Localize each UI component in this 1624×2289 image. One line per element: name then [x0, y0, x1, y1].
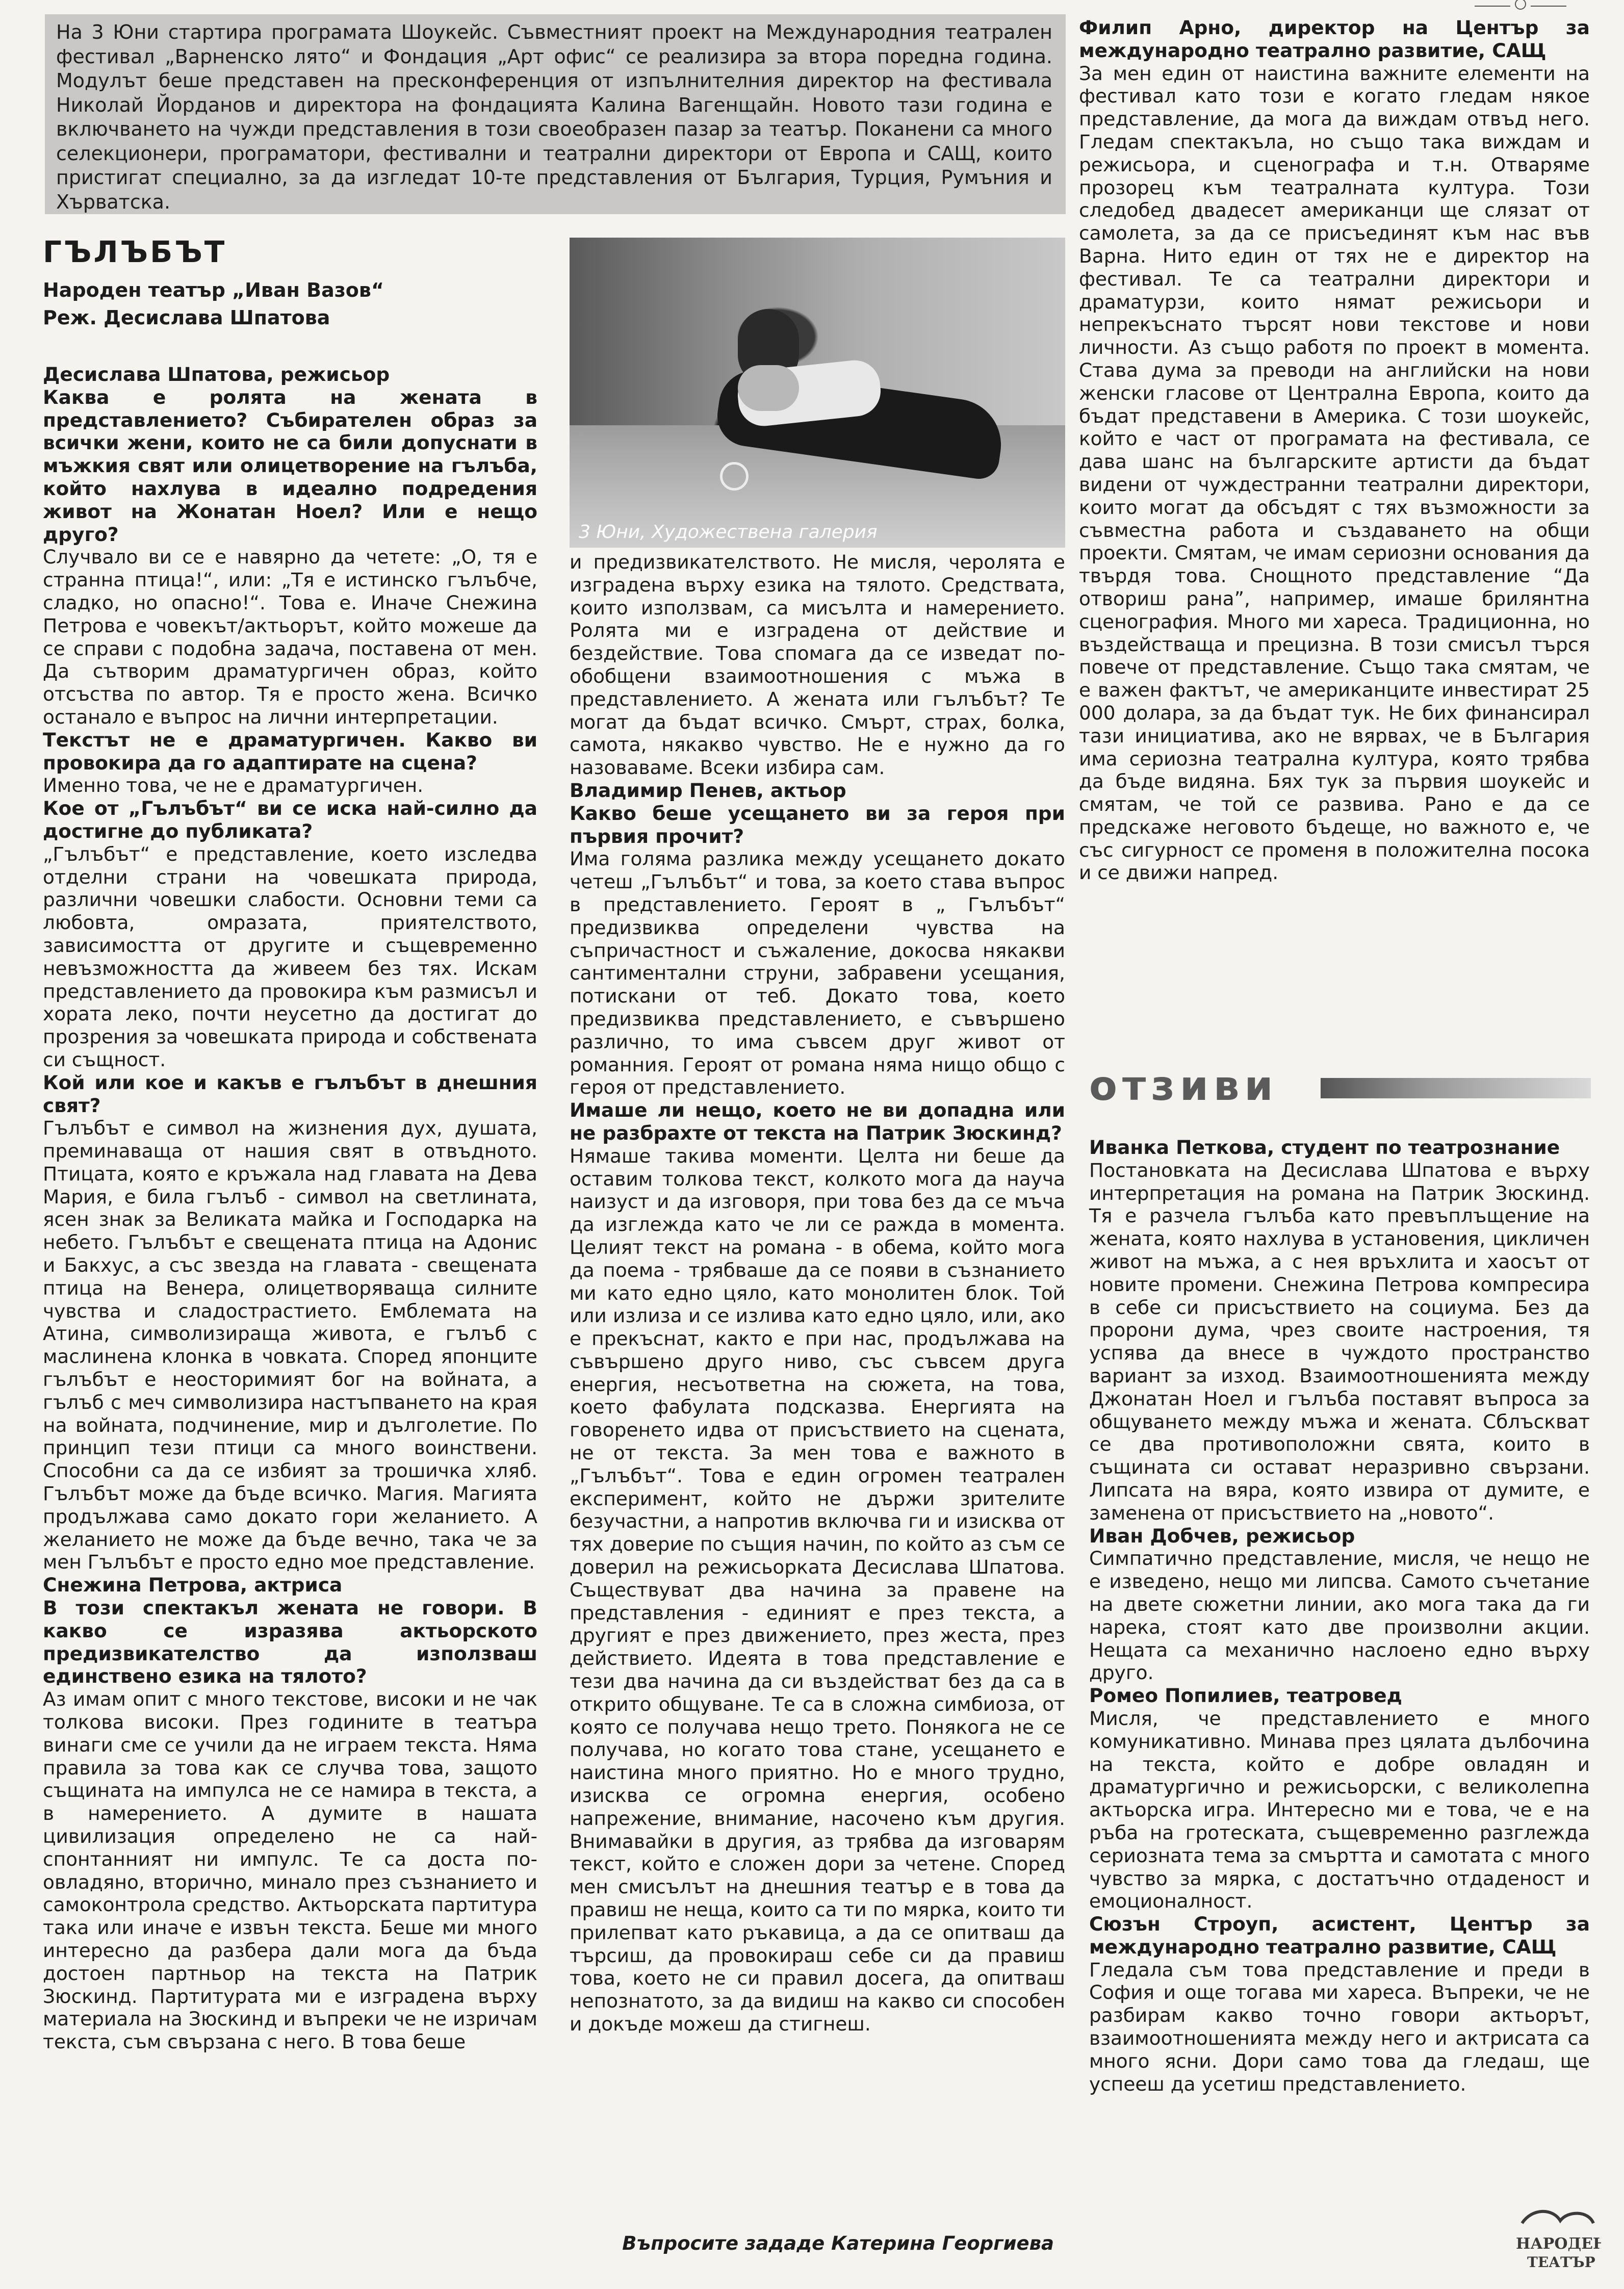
answer-paragraph: Случвало ви се е навярно да четете: „О, тя е странна птица!“, или: „Тя е истинско гълъбче, сладко, но опасно!“. Това е. Иначе Снежина Петрова е човекът/актьорът, който можеше да се справи с подобна задача, поставена от мен. Да сътворим драматургичен образ, който отсъства по автор. Тя е просто жена. Всичко останало е въпрос на лични интерпретации. — [43, 546, 537, 728]
answer-paragraph: Нямаше такива моменти. Целта ни беше да оставим толкова текст, колкото мога да науча наизуст и да изговоря, при това без да се мъча да изглежда като че ли се ражда в момента. Целият текст на романа - в обема, който мога да поема - трябваше да се появи в съзнанието ми като едно цяло, като монолитен блок. Той или излиза и се излива като едно цяло, или, ако е прекъснат, както е при нас, продължава на съвършено друго ниво, със съвсем друга енергия, несъответна на сюжета, на това, което фабулата подсказва. Енергията на говоренето идва от присъствието на сцената, не от текста. За мен това е важното в „Гълъбът“. Това е един огромен театрален експеримент, който не държи зрителите безучастни, а напротив включва ги и изисква от тях доверие по същия начин, по който аз съм се доверил на режисьорката Десислава Шпатова. Съществуват два начина за правене на представления - единият е през текста, а другият е през движението, през жеста, през действието. Идеята в това представление е тези два начина да си въздействат без да са в открито общуване. Те са в сложна симбиоза, от която се получава нещо трето. Понякога не се получава, но когато това стане, усещането е наистина много приятно. Но е много трудно, изисква се огромна енергия, особено напрежение, внимание, насочено към другия. Внимавайки в другия, аз трябва да изговарям текст, който е сложен дори за четене. Според мен смисълът на днешния театър е в това да правиш не неща, които са ти по мярка, които ти прилепват като ръкавица, а да се опитваш да търсиш, да провокираш себе си да правиш това, което не си правил досега, да опитваш непознатото, за да видиш на какво си способен и докъде можеш да стигнеш. — [570, 1144, 1065, 2035]
column-1 — [43, 363, 537, 2053]
speaker-name: Снежина Петрова, актриса — [43, 1574, 343, 1597]
interviewer-credit: Въпросите зададе Катерина Георгиева — [622, 2232, 1054, 2254]
page-corner-mark — [1475, 0, 1566, 11]
national-theatre-logo — [1512, 2203, 1601, 2274]
speaker-name: Ромео Попилиев, театровед — [1089, 1684, 1402, 1707]
article-title: ГЪЛЪБЪТ — [43, 235, 227, 269]
answer-paragraph: За мен един от наистина важните елементи на фестивал като този е когато гледам някое представление, да мога да виждам отвъд него. Гледам спектакъла, но също така виждам и режисьора, и сценографа и т.н. Отваряме прозорец към театралната култура. Този следобед двадесет американци ще слязат от самолета, за да се присъединят към нас във Варна. Нито един от тях не е директор на фестивал. Те са театрални директори и драматурзи, които нямат режисьори и непрекъснато търсят нови текстове и нови личности. Аз също работя по проект в момента. Става дума за преводи на английски на нови женски гласове от Централна Европа, които да бъдат представени в Америка. С този шоукейс, който е част от програмата на фестивала, се дава шанс на българските артисти да бъдат видени от чуждестранни театрални директори, които могат да обсъдят с тях възможности за съвместна работа и създаването на общи проекти. Смятам, че имам сериозни основания да твърдя това. Снощното представление “Да отвориш рана”, например, имаше брилянтна сценография. Много ми хареса. Традиционна, но въздействаща и прецизна. В този смисъл търся повече от представление. Също така смятам, че е важен фактът, че американците инвестират 25 000 долара, за да бъдат тук. Не бих финансирал тази инициатива, ако не вярвах, че в България има сериозна театрална култура, която трябва да бъде видяна. Бях тук за първия шоукейс и смятам, че той се развива. Рано е да се предскаже неговото бъдеще, но важното е, че със сигурност се променя в положителна посока и се движи напред. — [1079, 62, 1590, 884]
director-line: Реж. Десислава Шпатова — [43, 306, 330, 329]
logo-line-1: НАРОДЕН — [1516, 2235, 1601, 2253]
answer-paragraph: „Гълъбът“ е представление, което изследва отделни страни на човешката природа, различни човешки слабости. Основни теми са любовта, омразата, приятелството, зависимостта от другите и същевременно невъзможността да живеем без тях. Искам представлението да провокира към размисъл и хората леко, почти неусетно да достигат до прозрения за човешката природа и собствената си същност. — [43, 842, 537, 1071]
question: Имаше ли нещо, което не ви допадна или не разбрахте от текста на Патрик Зюскинд? — [570, 1099, 1065, 1144]
intro-text: На 3 Юни стартира програмата Шоукейс. Съвместният проект на Международния театрален фестивал „Варненско лято“ и Фондация „Арт офис“ се реализира за втора поредна година. Модулът беше представен на пресконференция от изпълнителния директор на фестивала Николай Йорданов и директора на фондацията Калина Вагенщайн. Новото тази година е включването на чужди представления в този своеобразен пазар за театър. Поканени са много селекционери, програматори, фестивални и театрални директори от Европа и САЩ, които пристигат специално, за да изгледат 10-те представления от България, Турция, Румъния и Хърватска. — [56, 21, 1052, 213]
answer-paragraph: Постановката на Десислава Шпатова е върху интерпретация на романа на Патрик Зюскинд. Тя е разчела гълъба като превъплъщение на жената, която нахлува в установения, цикличен живот на мъжа, а с нея връхлита и хаосът от новите промени. Снежина Петрова компресира в себе си присъствието на социума. Без да пророни дума, чрез своите настроения, тя успява да внесе в чуждото пространство вариант за изход. Взаимоотношенията между Джонатан Ноел и гълъба поставят въпроса за общуването между мъжа и жената. Сблъскват се два противоположни свята, които в същината си остават неразривно свързани. Липсата на вяра, която извира от думите, е заменена от присъствието на „новото“. — [1089, 1159, 1590, 1524]
speaker-name: Иванка Петкова, студент по театрознание — [1089, 1136, 1560, 1159]
answer-paragraph: Мисля, че представлението е много комуникативно. Минава през цялата дълбочина на текста, който е добре овладян и драматургично и режисьорски, с великолепна актьорска игра. Интересно ми е това, че е на ръба на гротеската, същевременно разглежда сериозната тема за смъртта и самотата с много чувство за мярка, с достатъчно отдаденост и емоционалност. — [1089, 1707, 1590, 1913]
logo-line-2: ТЕАТЪР — [1527, 2254, 1595, 2271]
answer-paragraph: Именно това, че не е драматургичен. — [43, 774, 424, 797]
speaker-name: Сюзън Строуп, асистент, Център за международно театрално развитие, САЩ — [1089, 1913, 1590, 1958]
column-3 — [1079, 16, 1590, 884]
question: Кой или кое и какъв е гълъбът в днешния свят? — [43, 1071, 537, 1117]
question: Какво беше усещането ви за героя при първия прочит? — [570, 802, 1065, 847]
question: В този спектакъл жената не говори. В какво се изразява актьорското предизвикателство да използваш единствено езика на тялото? — [43, 1597, 537, 1688]
answer-paragraph: Гълъбът е символ на жизнения дух, душата, преминаваща от нашия свят в отвъдното. Птицата, която е кръжала над главата на Дева Мария, е била гълъб - символ на светлината, ясен знак за Великата майка и Господарка на небето. Гълъбът е свещената птица на Адонис и Бакхус, а със звезда на главата - свещената птица на Венера, олицетворяваща силните чувства и сладострастието. Емблемата на Атина, символизираща живота, е гълъб с маслинена клонка в човката. Според японците гълъбът е неосторимият бог на войната, а гълъб с меч символизира настъпването на края на войната, подчинение, мир и дълголетие. По принцип тези птици са много воинствени. Способни са да се избият за трошичка хляб. Гълъбът може да бъде всичко. Магия. Магията продължава само докато гори желанието. А желанието не може да бъде вечно, така че за мен Гълъбът е просто едно мое представление. — [43, 1117, 537, 1574]
answer-paragraph: Симпатично представление, мисля, че нещо не е изведено, нещо ми липсва. Самото съчетание на двете сюжетни линии, ако мога така да ги нарека, стоят като две произволни акции. Нещата са механично наслоено едно върху друго. — [1089, 1547, 1590, 1684]
reviews-heading-bar — [1321, 1078, 1591, 1098]
answer-paragraph: Гледала съм това представление и преди в София и още тогава ми хареса. Въпреки, че не разбирам какво точно говори актьорът, взаимоотношенията между него и актрисата са много ясни. Дори само това да гледаш, ще успееш да усетиш представлението. — [1089, 1958, 1590, 2095]
speaker-name: Иван Добчев, режисьор — [1089, 1524, 1355, 1547]
question: Кое от „Гълъбът“ ви се иска най-силно да достигне до публиката? — [43, 797, 537, 842]
theatre-name: Народен театър „Иван Вазов“ — [43, 279, 384, 301]
question: Текстът не е драматургичен. Какво ви провокира да го адаптирате на сцена? — [43, 728, 537, 774]
intro-box — [45, 14, 1066, 214]
answer-paragraph: Има голяма разлика между усещането докато четеш „Гълъбът“ и това, за което става въпрос в представлението. Героят в „ Гълъбът“ предизвиква определени чувства на съпричастност и съжаление, докосва някакви сантиментални струни, забравени усещания, потискани от теб. Докато това, което предизвиква представлението, е съвършено различно, то има съвсем друг живот от романния. Героят от романа няма нищо общо с героя от представлението. — [570, 847, 1065, 1099]
answer-paragraph: и предизвикателството. Не мисля, черолята е изградена върху езика на тялото. Средствата, които използвам, са мисълта и намерението. Ролята ми е изградена от действие и бездействие. Това спомага да се изведат по-обобщени взаимоотношения с мъжа в представлението. А жената или гълъбът? Те могат да бъдат всичко. Смърт, страх, болка, самота, някакво чувство. Не е нужно да го назоваваме. Всеки избира сам. — [570, 551, 1065, 779]
production-photo — [570, 238, 1065, 548]
photo-caption: 3 Юни, Художествена галерия — [579, 522, 878, 543]
reviews-column — [1089, 1136, 1590, 2095]
speaker-name: Владимир Пенев, актьор — [570, 779, 846, 802]
answer-paragraph: Аз имам опит с много текстове, високи и не чак толкова високи. През годините в театъра винаги сме се учили да не играем текста. Няма правила за това как се случва това, защото същината на импулса не се намира в текста, а в намерението. А думите в нашата цивилизация определено не са най-спонтанният ни импулс. Те са доста по-овладяно, вторично, минало през съзнанието и самоконтрола средство. Актьорската партитура така или иначе е извън текста. Беше ми много интересно да разбера дали мога да бъда достоен партньор на текста на Патрик Зюскинд. Партитурата ми е изградена върху материала на Зюскинд и въпреки че не изричам текста, съм свързана с него. В това беше — [43, 1688, 537, 2053]
reviews-heading: отзиви — [1089, 1062, 1278, 1110]
column-2 — [570, 551, 1065, 2036]
question: Каква е ролята на жената в представлението? Събирателен образ за всички жени, които не са били допуснати в мъжкия свят или олицетворение на гълъба, който нахлува в идеално подредения живот на Жонатан Ноел? Или е нещо друго? — [43, 385, 537, 546]
speaker-name: Филип Арно, директор на Център за международно театрално развитие, САЩ — [1079, 16, 1590, 62]
speaker-name: Десислава Шпатова, режисьор — [43, 363, 390, 385]
